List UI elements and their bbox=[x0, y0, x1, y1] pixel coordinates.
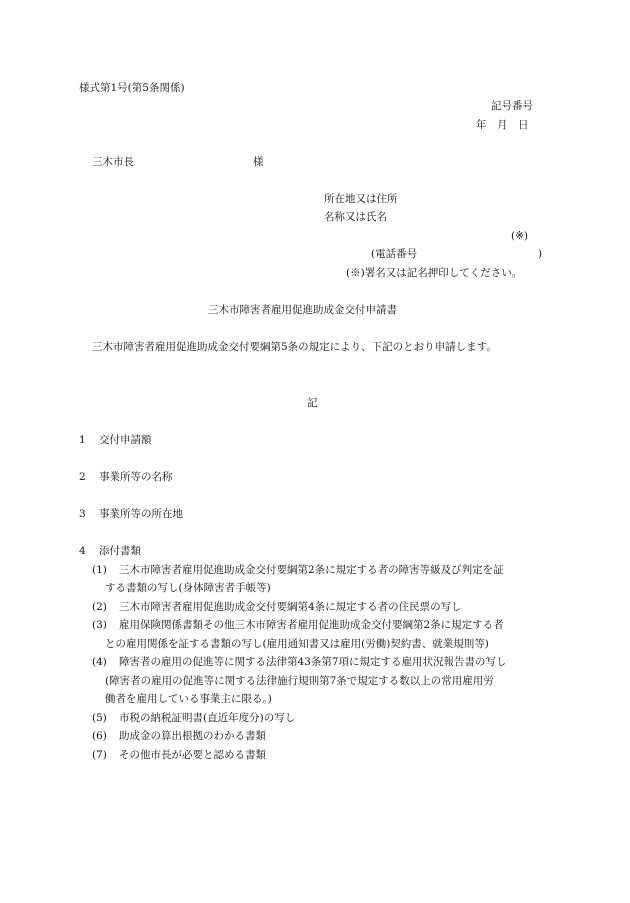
date-label: 年 月 日 bbox=[476, 119, 529, 131]
item-3-label: 事業所等の所在地 bbox=[99, 508, 183, 520]
attachment-5-line-1: 市税の納税証明書(直近年度分)の写し bbox=[119, 712, 296, 724]
attachment-4-line-1: 障害者の雇用の促進等に関する法律第43条第7項に規定する雇用状況報告書の写し bbox=[119, 656, 507, 668]
seal-mark: (※) bbox=[511, 230, 528, 242]
attachment-7-line-1: その他市長が必要と認める書類 bbox=[119, 749, 266, 761]
form-label: 様式第1号(第5条関係) bbox=[79, 82, 185, 94]
item-2-label: 事業所等の名称 bbox=[99, 471, 173, 483]
ki-heading: 記 bbox=[307, 397, 318, 409]
signature-note: (※)署名又は記名押印してください。 bbox=[346, 267, 523, 279]
item-1-label: 交付申請額 bbox=[99, 434, 152, 446]
attachment-6-number: (6) bbox=[92, 730, 107, 742]
attachment-3-line-1: 雇用保険関係書類その他三木市障害者雇用促進助成金交付要綱第2条に規定する者 bbox=[119, 619, 504, 631]
attachment-4-number: (4) bbox=[92, 656, 107, 668]
item-2-number: 2 bbox=[79, 471, 86, 483]
attachment-1-line-1: 三木市障害者雇用促進助成金交付要綱第2条に規定する者の障害等級及び判定を証 bbox=[119, 564, 504, 576]
item-4-number: 4 bbox=[79, 545, 86, 557]
attachment-1-line-2: する書類の写し(身体障害者手帳等) bbox=[105, 582, 271, 594]
addressee-name: 三木市長 bbox=[92, 156, 134, 168]
attachment-4-line-3: 働者を雇用している事業主に限る。) bbox=[105, 693, 272, 705]
record-number-label: 記号番号 bbox=[491, 100, 533, 112]
document-title: 三木市障害者雇用促進助成金交付申請書 bbox=[208, 304, 397, 316]
name-label: 名称又は氏名 bbox=[324, 211, 387, 223]
attachment-6-line-1: 助成金の算出根拠のわかる書類 bbox=[119, 730, 266, 742]
attachment-2-line-1: 三木市障害者雇用促進助成金交付要綱第4条に規定する者の住民票の写し bbox=[119, 601, 462, 613]
phone-label: (電話番号 bbox=[371, 248, 418, 260]
item-1-number: 1 bbox=[79, 434, 86, 446]
attachment-4-line-2: (障害者の雇用の促進等に関する法律施行規則第7条で規定する数以上の常用雇用労 bbox=[105, 675, 494, 687]
item-4-label: 添付書類 bbox=[99, 545, 141, 557]
attachment-3-number: (3) bbox=[92, 619, 107, 631]
phone-close: ) bbox=[538, 248, 543, 260]
attachment-5-number: (5) bbox=[92, 712, 107, 724]
attachment-7-number: (7) bbox=[92, 749, 107, 761]
item-3-number: 3 bbox=[79, 508, 86, 520]
attachment-2-number: (2) bbox=[92, 601, 107, 613]
intro-text: 三木市障害者雇用促進助成金交付要綱第5条の規定により、下記のとおり申請します。 bbox=[92, 341, 497, 353]
attachment-3-line-2: との雇用関係を証する書類の写し(雇用通知書又は雇用(労働)契約書、就業規則等) bbox=[105, 638, 489, 650]
attachment-1-number: (1) bbox=[92, 564, 107, 576]
addressee-honorific: 様 bbox=[253, 156, 264, 168]
address-label: 所在地又は住所 bbox=[324, 193, 398, 205]
